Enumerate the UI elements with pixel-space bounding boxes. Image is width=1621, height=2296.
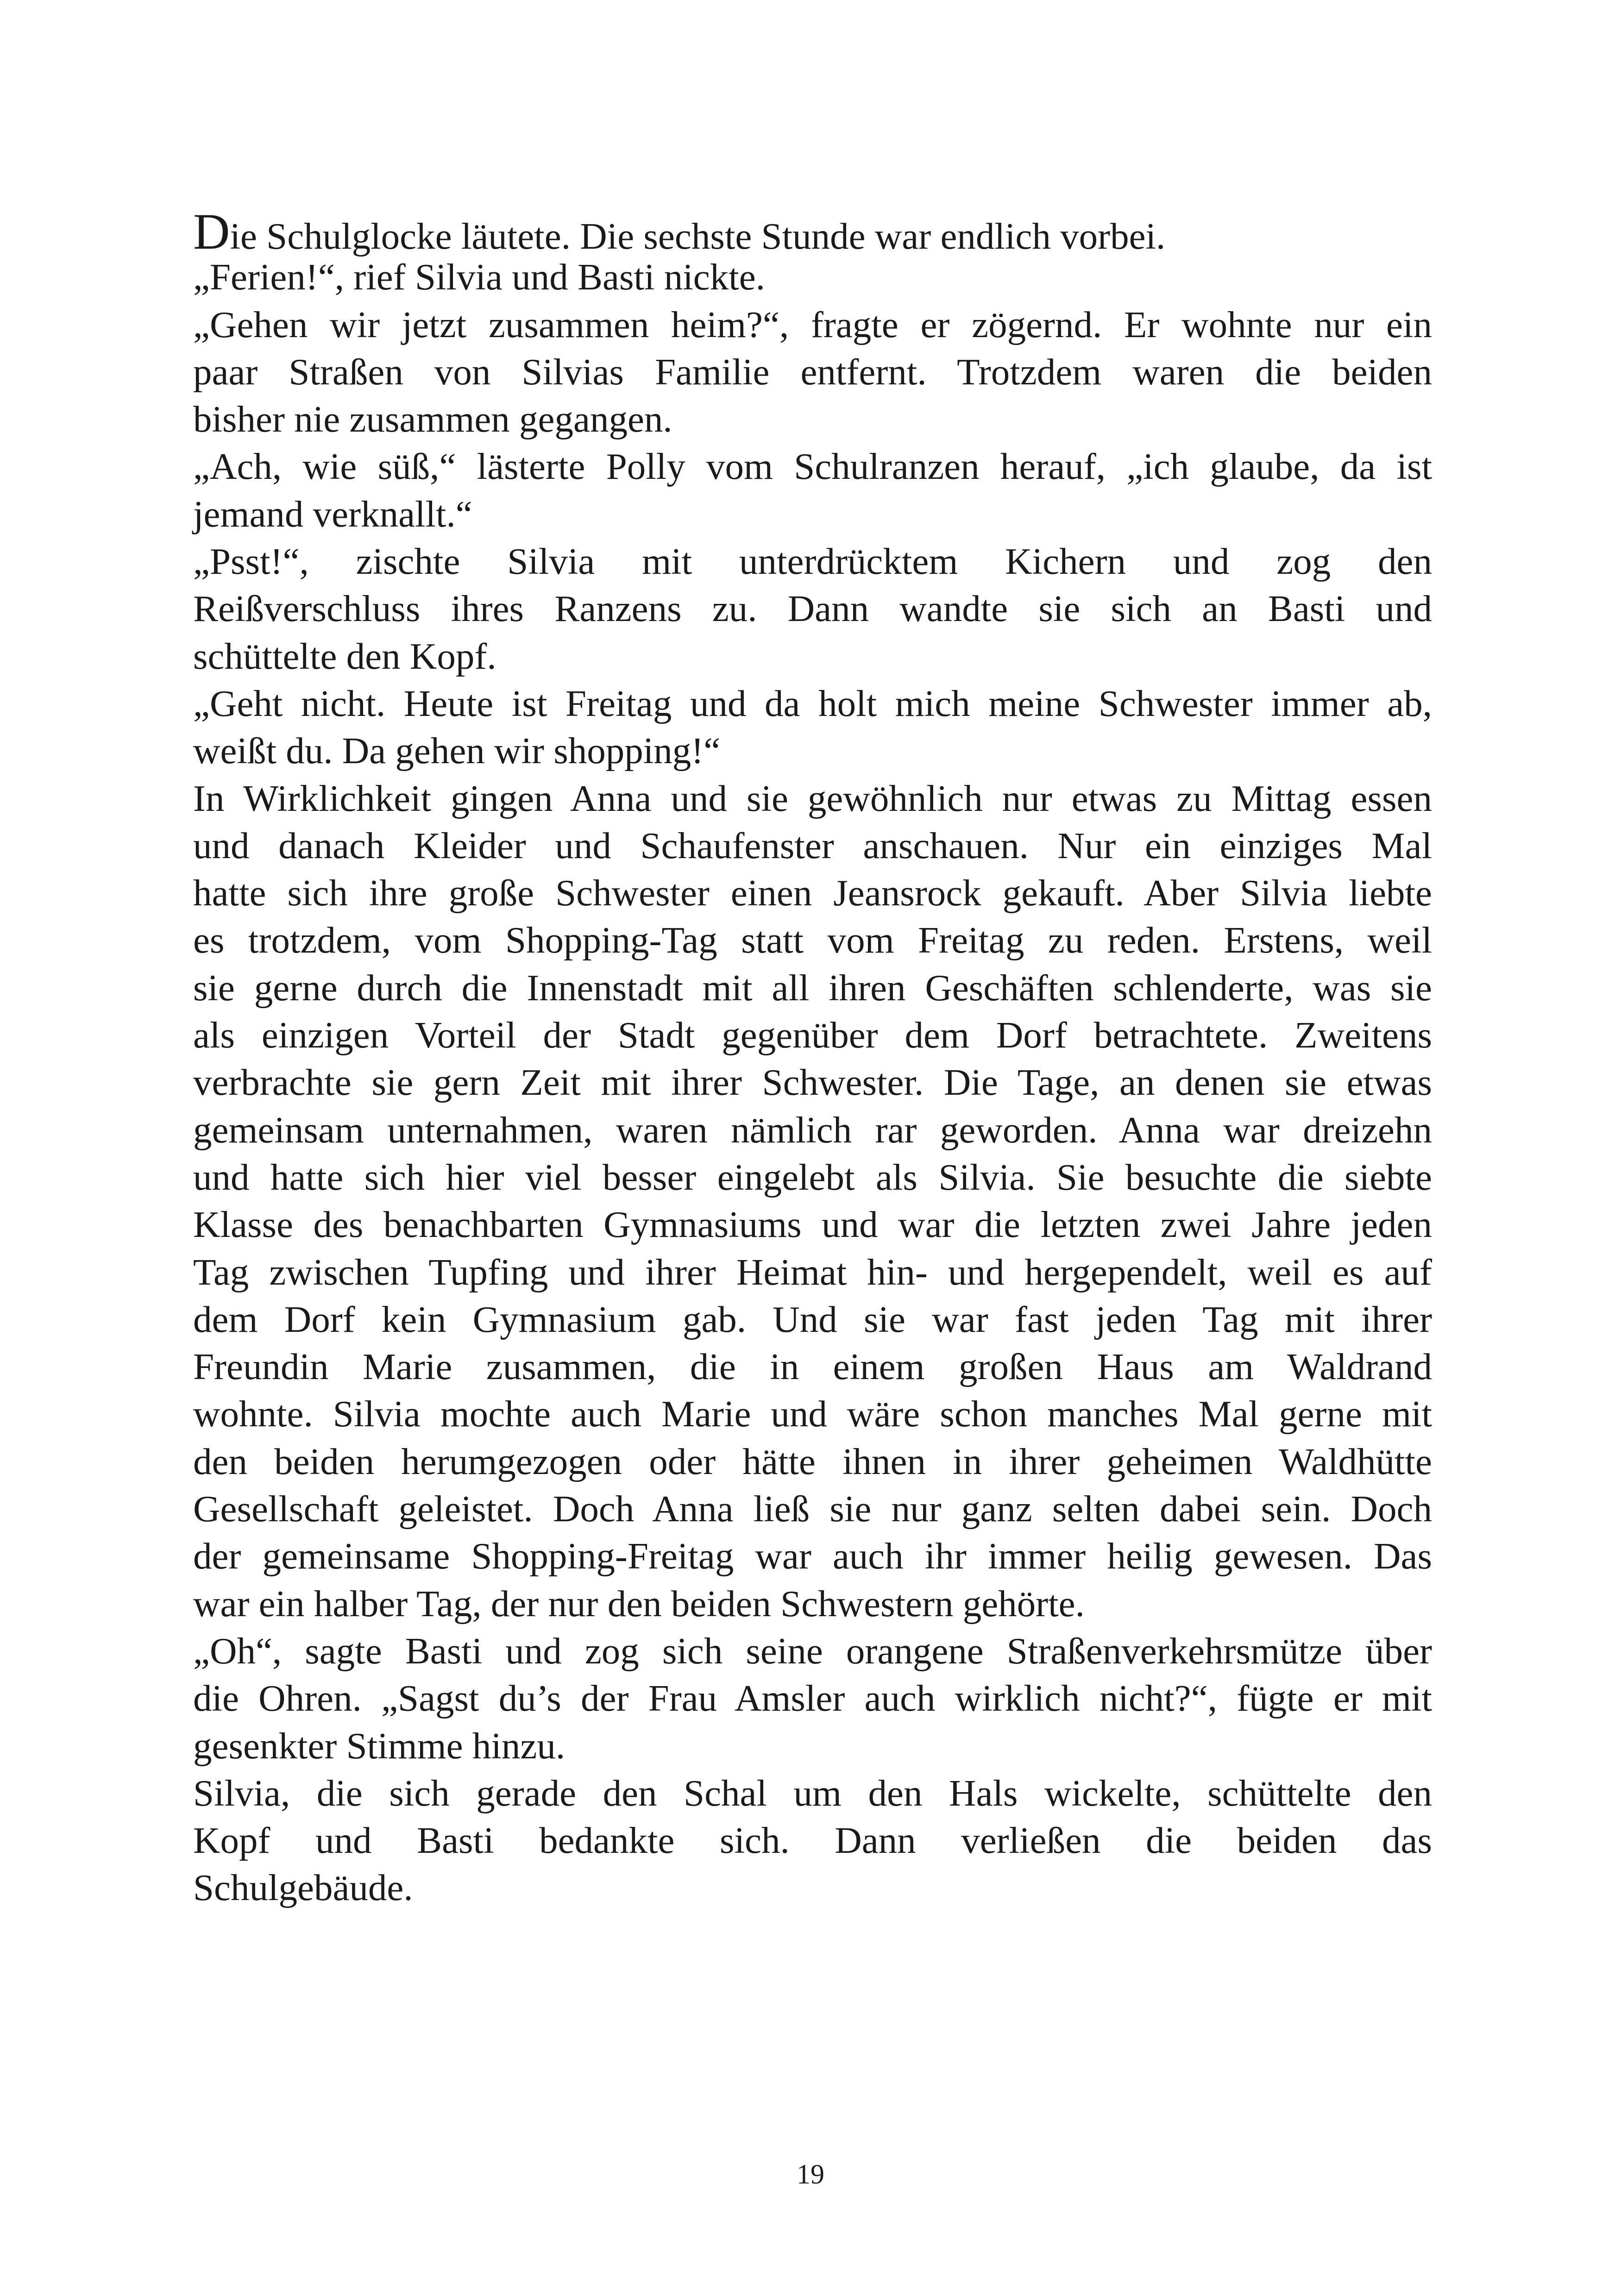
text-line: der gemeinsame Shopping-Freitag war auch ihr immer heilig gewesen. Das	[193, 1535, 1432, 1577]
text-line: wohnte. Silvia mochte auch Marie und wäre schon manches Mal gerne mit	[193, 1393, 1432, 1435]
text-line: weißt du. Da gehen wir shopping!“	[193, 730, 721, 772]
drop-cap: D	[193, 203, 230, 260]
text-line: „Ach, wie süß,“ lästerte Polly vom Schulranzen herauf, „ich glaube, da ist	[193, 445, 1432, 488]
text-line: Kopf und Basti bedankte sich. Dann verließen die beiden das	[193, 1819, 1432, 1862]
text-line: In Wirklichkeit gingen Anna und sie gewöhnlich nur etwas zu Mittag essen	[193, 777, 1432, 819]
text-line: Reißverschluss ihres Ranzens zu. Dann wandte sie sich an Basti und	[193, 588, 1432, 630]
text-line: „Gehen wir jetzt zusammen heim?“, fragte er zögernd. Er wohnte nur ein	[193, 303, 1432, 345]
text-line: Tag zwischen Tupfing und ihrer Heimat hin- und hergependelt, weil es auf	[193, 1251, 1432, 1293]
text-line: Klasse des benachbarten Gymnasiums und war die letzten zwei Jahre jeden	[193, 1204, 1432, 1246]
text-line	[193, 203, 1432, 260]
text-line: „Oh“, sagte Basti und zog sich seine orangene Straßenverkehrsmütze über	[193, 1630, 1432, 1672]
text-line: dem Dorf kein Gymnasium gab. Und sie war fast jeden Tag mit ihrer	[193, 1298, 1432, 1340]
text-line-content: ie Schulglocke läutete. Die sechste Stunde war endlich vorbei.	[230, 215, 1166, 257]
text-line: jemand verknallt.“	[193, 493, 472, 535]
text-line: bisher nie zusammen gegangen.	[193, 398, 672, 440]
text-line: und hatte sich hier viel besser eingelebt als Silvia. Sie besuchte die siebte	[193, 1156, 1432, 1198]
text-line: war ein halber Tag, der nur den beiden Schwestern gehörte.	[193, 1582, 1085, 1625]
text-line: gemeinsam unternahmen, waren nämlich rar geworden. Anna war dreizehn	[193, 1109, 1432, 1151]
text-line: hatte sich ihre große Schwester einen Jeansrock gekauft. Aber Silvia liebte	[193, 872, 1432, 914]
text-line: Schulgebäude.	[193, 1867, 413, 1909]
body-text	[193, 203, 1432, 1912]
text-line: „Ferien!“, rief Silvia und Basti nickte.	[193, 256, 765, 298]
text-line: Gesellschaft geleistet. Doch Anna ließ sie nur ganz selten dabei sein. Doch	[193, 1488, 1432, 1530]
text-line: gesenkter Stimme hinzu.	[193, 1725, 565, 1767]
text-line: „Geht nicht. Heute ist Freitag und da holt mich meine Schwester immer ab,	[193, 682, 1432, 724]
text-line: als einzigen Vorteil der Stadt gegenüber dem Dorf betrachtete. Zweitens	[193, 1014, 1432, 1056]
text-line: es trotzdem, vom Shopping-Tag statt vom Freitag zu reden. Erstens, weil	[193, 919, 1432, 961]
text-line: paar Straßen von Silvias Familie entfernt. Trotzdem waren die beiden	[193, 351, 1432, 393]
text-line: verbrachte sie gern Zeit mit ihrer Schwester. Die Tage, an denen sie etwas	[193, 1061, 1432, 1104]
text-line: sie gerne durch die Innenstadt mit all ihren Geschäften schlenderte, was sie	[193, 966, 1432, 1009]
text-line: die Ohren. „Sagst du’s der Frau Amsler auch wirklich nicht?“, fügte er mit	[193, 1677, 1432, 1719]
text-line: schüttelte den Kopf.	[193, 635, 496, 677]
text-line: und danach Kleider und Schaufenster anschauen. Nur ein einziges Mal	[193, 824, 1432, 866]
text-line: „Psst!“, zischte Silvia mit unterdrücktem Kichern und zog den	[193, 540, 1432, 583]
page-number: 19	[797, 2159, 824, 2189]
text-line: Silvia, die sich gerade den Schal um den Hals wickelte, schüttelte den	[193, 1772, 1432, 1814]
text-line: Freundin Marie zusammen, die in einem großen Haus am Waldrand	[193, 1346, 1432, 1388]
text-line: den beiden herumgezogen oder hätte ihnen in ihrer geheimen Waldhütte	[193, 1440, 1432, 1482]
